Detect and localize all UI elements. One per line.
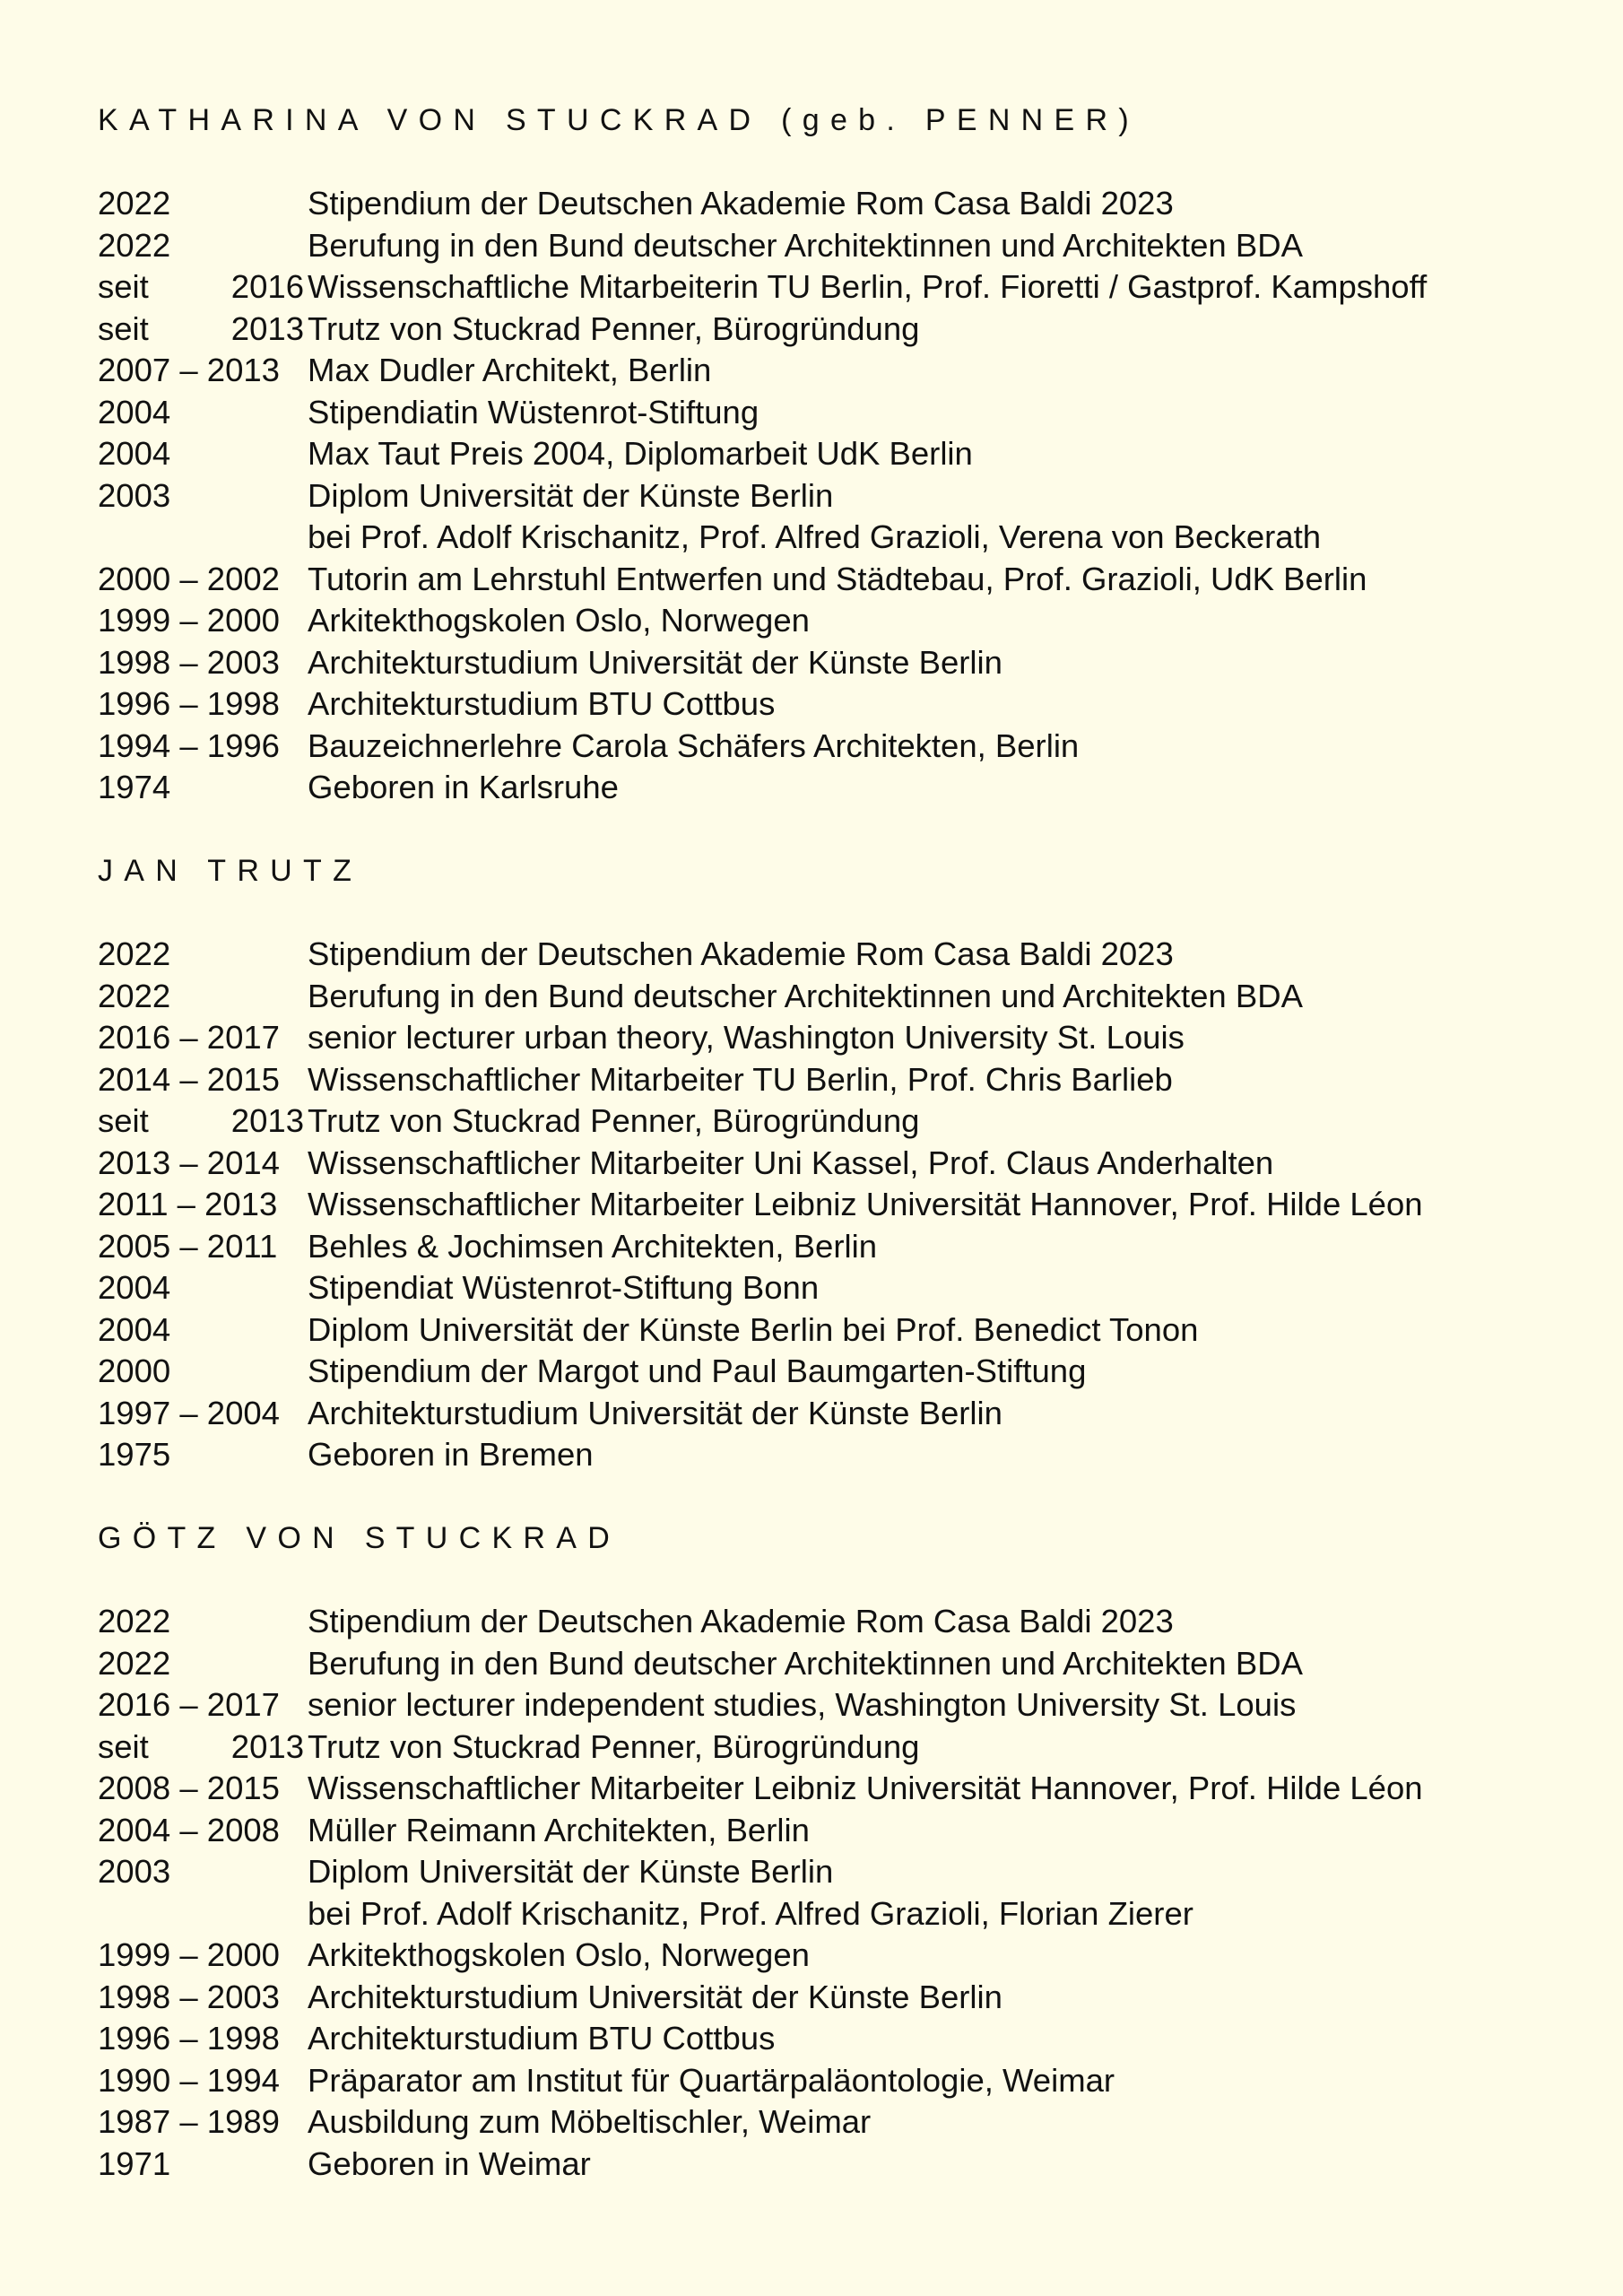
spacer — [98, 892, 1623, 935]
entry-year — [98, 1351, 308, 1393]
entry-year-start: seit — [98, 309, 149, 347]
cv-entry — [98, 1893, 1623, 1935]
spacer — [98, 142, 1623, 184]
entry-year — [98, 225, 308, 267]
entry-year-start: 1996 – 1998 — [98, 685, 280, 722]
entry-description: Trutz von Stuckrad Penner, Bürogründung — [308, 1102, 920, 1139]
entry-year — [98, 392, 308, 434]
cv-entry — [98, 183, 1623, 225]
entry-year-start: 1974 — [98, 769, 171, 805]
entry-year — [98, 559, 308, 601]
cv-entry — [98, 1935, 1623, 1977]
entry-description: Geboren in Karlsruhe — [308, 769, 619, 805]
entry-year — [98, 1393, 308, 1435]
cv-entry — [98, 1393, 1623, 1435]
entry-year-start: seit — [98, 1102, 149, 1139]
entry-year-start: 2005 – 2011 — [98, 1227, 278, 1265]
cv-entry — [98, 1684, 1623, 1726]
entry-year-value: 2013 — [230, 1727, 304, 1765]
entry-year — [98, 1726, 308, 1769]
entry-year-start: 1971 — [98, 2144, 171, 2182]
entry-year-start: 1996 – 1998 — [98, 2020, 280, 2057]
entry-year-start: 2004 – 2008 — [98, 1811, 280, 1848]
entry-year — [98, 1601, 308, 1643]
entry-description: Geboren in Bremen — [308, 1436, 594, 1473]
entry-description: Stipendiatin Wüstenrot-Stiftung — [308, 393, 759, 430]
entry-year-start: 1994 – 1996 — [98, 726, 280, 764]
entry-description: Berufung in den Bund deutscher Architektinnen und Architekten BDA — [308, 226, 1303, 264]
person-name-heading: JAN TRUTZ — [98, 854, 363, 888]
person-name-heading: GÖTZ VON STUCKRAD — [98, 1521, 621, 1555]
cv-entry — [98, 1851, 1623, 1893]
entry-year-start: 2011 – 2013 — [98, 1186, 278, 1222]
entry-year — [98, 2144, 308, 2186]
entry-year — [98, 1309, 308, 1352]
entry-year — [98, 1935, 308, 1977]
entry-year — [98, 1893, 308, 1935]
entry-description: Wissenschaftlicher Mitarbeiter TU Berlin, Prof. Chris Barlieb — [308, 1060, 1173, 1098]
cv-entry — [98, 559, 1623, 601]
cv-entry — [98, 1017, 1623, 1059]
entry-year-value: 2013 — [230, 309, 304, 347]
entry-year — [98, 1684, 308, 1726]
entry-year — [98, 183, 308, 225]
cv-entry — [98, 1309, 1623, 1352]
entry-year — [98, 1977, 308, 2019]
entry-year-start: 1987 – 1989 — [98, 2103, 280, 2140]
cv-entry — [98, 1643, 1623, 1685]
entry-year-start: 2022 — [98, 1603, 171, 1639]
entry-year-start: 2003 — [98, 476, 171, 514]
entry-year — [98, 1059, 308, 1101]
entry-year — [98, 1143, 308, 1185]
entry-year — [98, 1184, 308, 1226]
cv-entry — [98, 1226, 1623, 1268]
entry-year-start: 1997 – 2004 — [98, 1394, 280, 1431]
entry-year-start: 2007 – 2013 — [98, 352, 280, 388]
entry-description: Architekturstudium BTU Cottbus — [308, 2020, 776, 2057]
entry-year-start: 2008 – 2015 — [98, 1770, 280, 1806]
entry-description: Stipendium der Deutschen Akademie Rom Casa Baldi 2023 — [308, 185, 1174, 222]
entry-year-start: 2016 – 2017 — [98, 1686, 280, 1723]
spacer — [98, 809, 1623, 851]
entry-description: bei Prof. Adolf Krischanitz, Prof. Alfred Grazioli, Verena von Beckerath — [308, 518, 1322, 555]
entry-year-start: seit — [98, 1727, 149, 1765]
entry-year — [98, 726, 308, 768]
entry-year — [98, 1434, 308, 1476]
entry-year-start: 1999 – 2000 — [98, 1936, 280, 1973]
entry-year-start: 2022 — [98, 1644, 171, 1682]
cv-entry — [98, 1977, 1623, 2019]
entry-description: Trutz von Stuckrad Penner, Bürogründung — [308, 1727, 920, 1765]
cv-entry — [98, 767, 1623, 809]
cv-entry — [98, 683, 1623, 726]
entry-year-start: 1998 – 2003 — [98, 643, 280, 681]
entry-year — [98, 517, 308, 559]
entry-year-start: 2004 — [98, 435, 171, 472]
person-name-heading: KATHARINA VON STUCKRAD (geb. PENNER) — [98, 103, 1140, 137]
cv-entry — [98, 517, 1623, 559]
cv-entry — [98, 2018, 1623, 2060]
entry-year — [98, 642, 308, 684]
entry-description: Architekturstudium Universität der Künste Berlin — [308, 1978, 1002, 2015]
cv-entry — [98, 2101, 1623, 2144]
cv-entry — [98, 642, 1623, 684]
cv-entry — [98, 1143, 1623, 1185]
entry-year-start: 1999 – 2000 — [98, 602, 280, 639]
entry-year — [98, 1267, 308, 1309]
entry-year-start: 2004 — [98, 1269, 171, 1306]
entry-year-start: 2016 – 2017 — [98, 1019, 280, 1056]
entry-description: Arkitekthogskolen Oslo, Norwegen — [308, 1936, 810, 1973]
cv-entry — [98, 2144, 1623, 2186]
cv-entry — [98, 976, 1623, 1018]
entry-year — [98, 1643, 308, 1685]
entry-description: Stipendium der Deutschen Akademie Rom Casa Baldi 2023 — [308, 1603, 1174, 1639]
entry-year — [98, 266, 308, 309]
cv-entry — [98, 1059, 1623, 1101]
entry-year — [98, 767, 308, 809]
entry-year — [98, 600, 308, 642]
cv-entry — [98, 266, 1623, 309]
entry-year — [98, 683, 308, 726]
entry-year — [98, 976, 308, 1018]
entry-description: Max Dudler Architekt, Berlin — [308, 352, 712, 388]
cv-entry — [98, 225, 1623, 267]
cv-entry — [98, 1726, 1623, 1769]
cv-entry — [98, 600, 1623, 642]
cv-entry — [98, 475, 1623, 517]
entry-year-start: 2022 — [98, 977, 171, 1014]
entry-year — [98, 934, 308, 976]
entry-year — [98, 433, 308, 475]
entry-year-start: 2014 – 2015 — [98, 1060, 280, 1098]
entry-description: Diplom Universität der Künste Berlin — [308, 476, 834, 514]
entry-description: Ausbildung zum Möbeltischler, Weimar — [308, 2103, 872, 2140]
entry-description: Diplom Universität der Künste Berlin bei Prof. Benedict Tonon — [308, 1310, 1199, 1348]
entry-description: Diplom Universität der Künste Berlin — [308, 1853, 834, 1890]
entry-description: senior lecturer urban theory, Washington University St. Louis — [308, 1019, 1185, 1056]
cv-entry — [98, 1184, 1623, 1226]
entry-description: bei Prof. Adolf Krischanitz, Prof. Alfred Grazioli, Florian Zierer — [308, 1894, 1193, 1932]
entry-description: Bauzeichnerlehre Carola Schäfers Architekten, Berlin — [308, 726, 1080, 764]
cv-entry — [98, 309, 1623, 351]
entry-year-start: 2000 — [98, 1352, 171, 1389]
entry-year — [98, 1100, 308, 1143]
entry-description: Wissenschaftlicher Mitarbeiter Uni Kassel, Prof. Claus Anderhalten — [308, 1144, 1274, 1181]
entry-description: Wissenschaftlicher Mitarbeiter Leibniz Universität Hannover, Prof. Hilde Léon — [308, 1186, 1423, 1222]
entry-year-start: 2022 — [98, 226, 171, 264]
entry-year — [98, 2101, 308, 2144]
entry-description: Max Taut Preis 2004, Diplomarbeit UdK Berlin — [308, 435, 973, 472]
entry-year — [98, 2018, 308, 2060]
cv-entry — [98, 433, 1623, 475]
cv-entry — [98, 392, 1623, 434]
cv-entry — [98, 1100, 1623, 1143]
entry-year-start: 1990 – 1994 — [98, 2061, 280, 2099]
entry-description: Behles & Jochimsen Architekten, Berlin — [308, 1227, 878, 1265]
entry-description: Trutz von Stuckrad Penner, Bürogründung — [308, 309, 920, 347]
entry-description: Stipendiat Wüstenrot-Stiftung Bonn — [308, 1269, 820, 1306]
entry-year — [98, 1017, 308, 1059]
spacer — [98, 1476, 1623, 1518]
entry-year-start: 2004 — [98, 393, 171, 430]
spacer — [98, 1560, 1623, 1602]
cv-entry — [98, 1267, 1623, 1309]
cv-entry — [98, 1601, 1623, 1643]
entry-description: Arkitekthogskolen Oslo, Norwegen — [308, 602, 810, 639]
cv-entry — [98, 1434, 1623, 1476]
entry-description: Geboren in Weimar — [308, 2144, 591, 2182]
entry-year-start: 1998 – 2003 — [98, 1978, 280, 2015]
entry-description: Stipendium der Deutschen Akademie Rom Casa Baldi 2023 — [308, 935, 1174, 972]
entry-description: Wissenschaftlicher Mitarbeiter Leibniz Universität Hannover, Prof. Hilde Léon — [308, 1770, 1423, 1806]
entry-description: Berufung in den Bund deutscher Architektinnen und Architekten BDA — [308, 1644, 1303, 1682]
entry-description: Tutorin am Lehrstuhl Entwerfen und Städtebau, Prof. Grazioli, UdK Berlin — [308, 560, 1367, 597]
cv-entry — [98, 1768, 1623, 1810]
entry-year-start: 2004 — [98, 1310, 171, 1348]
entry-year — [98, 1810, 308, 1852]
entry-year-value: 2016 — [230, 268, 304, 305]
entry-year — [98, 1226, 308, 1268]
cv-entry — [98, 1810, 1623, 1852]
entry-year — [98, 475, 308, 517]
entry-year-start: 2022 — [98, 935, 171, 972]
entry-year-start: 2022 — [98, 185, 171, 222]
entry-year — [98, 350, 308, 392]
entry-year-start: 2003 — [98, 1853, 171, 1890]
cv-entry — [98, 934, 1623, 976]
entry-year-start: 2013 – 2014 — [98, 1144, 280, 1181]
entry-year — [98, 1768, 308, 1810]
entry-year — [98, 1851, 308, 1893]
entry-description: Architekturstudium BTU Cottbus — [308, 685, 776, 722]
entry-description: Architekturstudium Universität der Künste Berlin — [308, 1394, 1002, 1431]
cv-entry — [98, 726, 1623, 768]
entry-year-value: 2013 — [230, 1102, 304, 1139]
cv-entry — [98, 350, 1623, 392]
entry-year — [98, 2060, 308, 2102]
entry-year-start: 2000 – 2002 — [98, 560, 280, 597]
entry-year-start: seit — [98, 268, 149, 305]
entry-description: Stipendium der Margot und Paul Baumgarten-Stiftung — [308, 1352, 1087, 1389]
entry-year-start: 1975 — [98, 1436, 171, 1473]
cv-entry — [98, 2060, 1623, 2102]
entry-description: senior lecturer independent studies, Washington University St. Louis — [308, 1686, 1297, 1723]
entry-year — [98, 309, 308, 351]
cv-entry — [98, 1351, 1623, 1393]
entry-description: Müller Reimann Architekten, Berlin — [308, 1811, 810, 1848]
entry-description: Architekturstudium Universität der Künste Berlin — [308, 643, 1002, 681]
entry-description: Präparator am Institut für Quartärpaläontologie, Weimar — [308, 2061, 1115, 2099]
entry-description: Berufung in den Bund deutscher Architektinnen und Architekten BDA — [308, 977, 1303, 1014]
entry-description: Wissenschaftliche Mitarbeiterin TU Berlin, Prof. Fioretti / Gastprof. Kampshoff — [308, 268, 1428, 305]
